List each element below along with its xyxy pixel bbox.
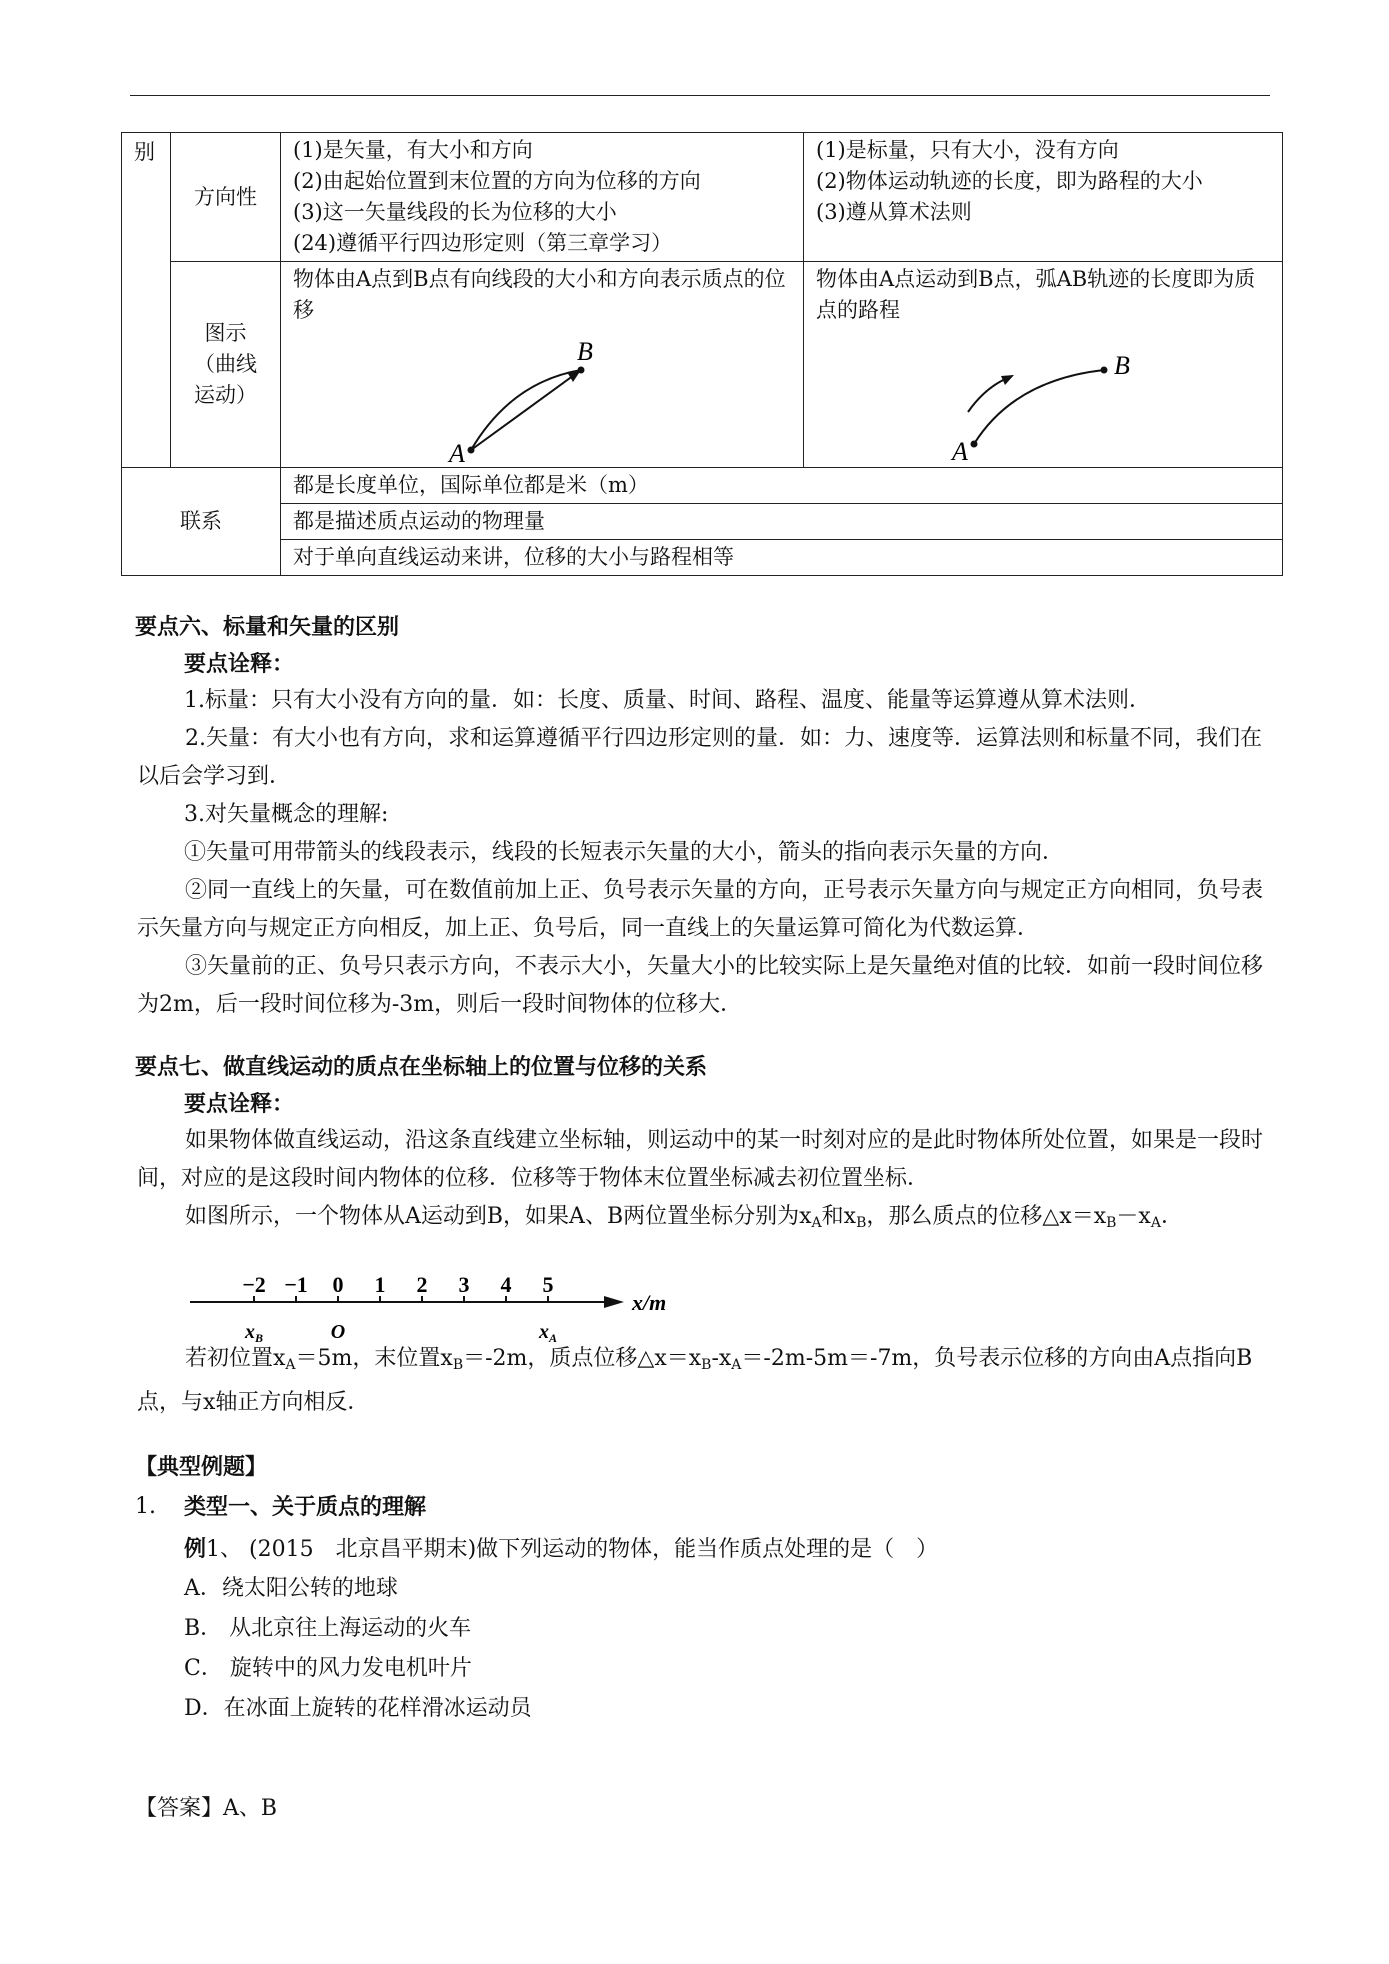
list-item: (3)这一矢量线段的长为位移的大小 bbox=[293, 200, 617, 224]
figure-label-line: （曲线 bbox=[194, 352, 257, 376]
tick-label: 2 bbox=[416, 1272, 428, 1297]
header-rule bbox=[130, 95, 1270, 96]
list-item: (2)由起始位置到末位置的方向为位移的方向 bbox=[293, 169, 701, 193]
point-a-label: A bbox=[449, 439, 465, 462]
relation-label: 联系 bbox=[122, 468, 281, 576]
axis-label-text: x bbox=[244, 1321, 255, 1343]
section6-p4: ①矢量可用带箭头的线段表示，线段的长短表示矢量的大小，箭头的指向表示矢量的方向． bbox=[184, 840, 1065, 865]
displacement-figure-text: 物体由A点到B点有向线段的大小和方向表示质点的位移 bbox=[293, 267, 786, 322]
path-diagram bbox=[934, 332, 1154, 462]
section6-p3: 3.对矢量概念的理解: bbox=[184, 802, 389, 827]
section6-p1: 1.标量：只有大小没有方向的量．如：长度、质量、时间、路程、温度、能量等运算遵从算术法则． bbox=[184, 688, 1151, 713]
point-a-dot bbox=[971, 441, 978, 448]
tick-label: −1 bbox=[284, 1272, 308, 1297]
point-b-label: B bbox=[1114, 351, 1130, 380]
examples-heading: 【典型例题】 bbox=[135, 1454, 268, 1480]
subscript: B bbox=[1106, 1215, 1117, 1231]
tick-label: 4 bbox=[500, 1272, 512, 1297]
subscript: B bbox=[452, 1357, 464, 1373]
displacement-figure-cell bbox=[281, 262, 804, 468]
text-run: －x bbox=[1116, 1204, 1151, 1229]
option-c: C． 旋转中的风力发电机叶片 bbox=[184, 1656, 472, 1681]
section6-p5 bbox=[137, 872, 1272, 948]
section6-subtitle: 要点诠释： bbox=[184, 651, 295, 677]
section6-title: 要点六、标量和矢量的区别 bbox=[135, 614, 400, 640]
paragraph-text: ②同一直线上的矢量，可在数值前加上正、负号表示矢量的方向，正号表示矢量方向与规定正方向相同，负号表示矢量方向与规定正方向相反，加上正、负号后，同一直线上的矢量运算可简化为代数运算． bbox=[137, 878, 1264, 941]
axis-arrow-icon bbox=[604, 1296, 624, 1308]
section6-p6 bbox=[137, 948, 1272, 1024]
table-row-figure bbox=[122, 262, 1283, 468]
direction-label: 方向性 bbox=[171, 133, 281, 262]
axis-label-text: x bbox=[538, 1321, 549, 1343]
list-item: (3)遵从算术法则 bbox=[816, 200, 972, 224]
displacement-arrow bbox=[471, 370, 581, 450]
answer-line bbox=[135, 1790, 277, 1828]
path-figure-cell bbox=[804, 262, 1283, 468]
subscript: B bbox=[701, 1357, 712, 1373]
relation-item: 都是描述质点运动的物理量 bbox=[281, 504, 1283, 540]
tick-label: 3 bbox=[458, 1272, 470, 1297]
list-item: (1)是矢量，有大小和方向 bbox=[293, 138, 533, 162]
paragraph-text: 如果物体做直线运动，沿这条直线建立坐标轴，则运动中的某一时刻对应的是此时物体所处位置，如果是一段时间，对应的是这段时间内物体的位移．位移等于物体末位置坐标减去初位置坐标． bbox=[137, 1128, 1264, 1191]
number-line-diagram bbox=[180, 1272, 700, 1346]
answer-label: 【答案】 bbox=[135, 1796, 224, 1821]
list-item: (2)物体运动轨迹的长度，即为路程的大小 bbox=[816, 169, 1203, 193]
section7-title: 要点七、做直线运动的质点在坐标轴上的位置与位移的关系 bbox=[135, 1054, 708, 1080]
subscript: A bbox=[285, 1357, 296, 1373]
axis-label-sub: A bbox=[548, 1331, 558, 1345]
axis-label-o: O bbox=[330, 1321, 346, 1343]
axis-unit: x/m bbox=[632, 1290, 667, 1315]
option-d: D．在冰面上旋转的花样滑冰运动员 bbox=[184, 1696, 532, 1721]
section7-p2 bbox=[137, 1198, 1272, 1242]
section7-p1 bbox=[137, 1122, 1272, 1198]
paragraph-text bbox=[137, 1340, 1272, 1422]
relation-item: 对于单向直线运动来讲，位移的大小与路程相等 bbox=[281, 540, 1283, 576]
point-a-dot bbox=[468, 447, 475, 454]
comparison-table bbox=[121, 132, 1283, 576]
arrow-head-icon bbox=[1001, 375, 1014, 385]
subscript: A bbox=[811, 1215, 822, 1231]
point-b-dot bbox=[1101, 367, 1108, 374]
path-arc bbox=[974, 370, 1104, 444]
path-points bbox=[804, 133, 1283, 262]
relation-item: 都是长度单位，国际单位都是米（m） bbox=[281, 468, 1283, 504]
paragraph-text bbox=[137, 1198, 1272, 1242]
text-run: ＝-2m-5m＝-7m，负号表示位移的方向由A点指向B点，与x轴正方向相反． bbox=[137, 1346, 1253, 1415]
option-b: B． 从北京往上海运动的火车 bbox=[184, 1616, 472, 1641]
section7-p3 bbox=[137, 1340, 1272, 1422]
displacement-diagram bbox=[441, 332, 641, 462]
figure-label-line: 图示 bbox=[204, 321, 247, 345]
text-run: 如图所示，一个物体从A运动到B，如果A、B两位置坐标分别为x bbox=[185, 1204, 812, 1229]
tick-label: 1 bbox=[374, 1272, 386, 1297]
point-b-dot bbox=[578, 367, 585, 374]
point-a-label: A bbox=[952, 437, 968, 462]
text-run: 若初位置x bbox=[185, 1346, 286, 1371]
figure-label-line: 运动） bbox=[194, 383, 257, 407]
figure-label bbox=[171, 262, 281, 468]
example-text: 1、 (2015 北京昌平期末)做下列运动的物体，能当作质点处理的是（ ） bbox=[206, 1537, 939, 1562]
paragraph-text: ③矢量前的正、负号只表示方向，不表示大小，矢量大小的比较实际上是矢量绝对值的比较．如前一段时间位移为2m，后一段时间位移为-3m，则后一段时间物体的位移大． bbox=[137, 954, 1264, 1017]
subscript: B bbox=[856, 1215, 867, 1231]
subscript: A bbox=[1150, 1215, 1161, 1231]
list-item: (24)遵循平行四边形定则（第三章学习） bbox=[293, 231, 673, 255]
text-run: ＝5m，末位置x bbox=[295, 1346, 453, 1371]
point-b-label: B bbox=[577, 337, 593, 366]
path-figure-text: 物体由A点运动到B点，弧AB轨迹的长度即为质点的路程 bbox=[816, 267, 1256, 322]
table-row-relation bbox=[122, 468, 1283, 504]
paragraph-text: 2.矢量：有大小也有方向，求和运算遵循平行四边形定则的量．如：力、速度等．运算法则和标量不同，我们在以后会学习到． bbox=[137, 726, 1262, 789]
section7-subtitle: 要点诠释： bbox=[184, 1091, 295, 1117]
table-row-direction bbox=[122, 133, 1283, 262]
table-row-relation bbox=[122, 504, 1283, 540]
text-run: ，那么质点的位移△x＝x bbox=[866, 1204, 1107, 1229]
axis-label-sub: B bbox=[254, 1331, 264, 1345]
tick-label: 0 bbox=[332, 1272, 344, 1297]
subscript: A bbox=[731, 1357, 742, 1373]
option-a: A．绕太阳公转的地球 bbox=[184, 1576, 398, 1601]
text-run: ＝-2m，质点位移△x＝x bbox=[463, 1346, 702, 1371]
section6-p2 bbox=[137, 720, 1272, 796]
tick-label: 5 bbox=[542, 1272, 554, 1297]
text-run: 和x bbox=[821, 1204, 857, 1229]
text-run: ． bbox=[1160, 1204, 1183, 1229]
example-label: 例 bbox=[184, 1536, 207, 1562]
example-question bbox=[184, 1530, 938, 1569]
table-row-relation bbox=[122, 540, 1283, 576]
type-number: 1. bbox=[135, 1494, 156, 1519]
displacement-points bbox=[281, 133, 804, 262]
tick-label: −2 bbox=[242, 1272, 266, 1297]
answer-value: A、B bbox=[223, 1796, 278, 1821]
type-title: 类型一、关于质点的理解 bbox=[184, 1494, 427, 1520]
table-cell-bie: 别 bbox=[122, 133, 171, 468]
list-item: (1)是标量，只有大小，没有方向 bbox=[816, 138, 1119, 162]
text-run: -x bbox=[711, 1346, 732, 1371]
